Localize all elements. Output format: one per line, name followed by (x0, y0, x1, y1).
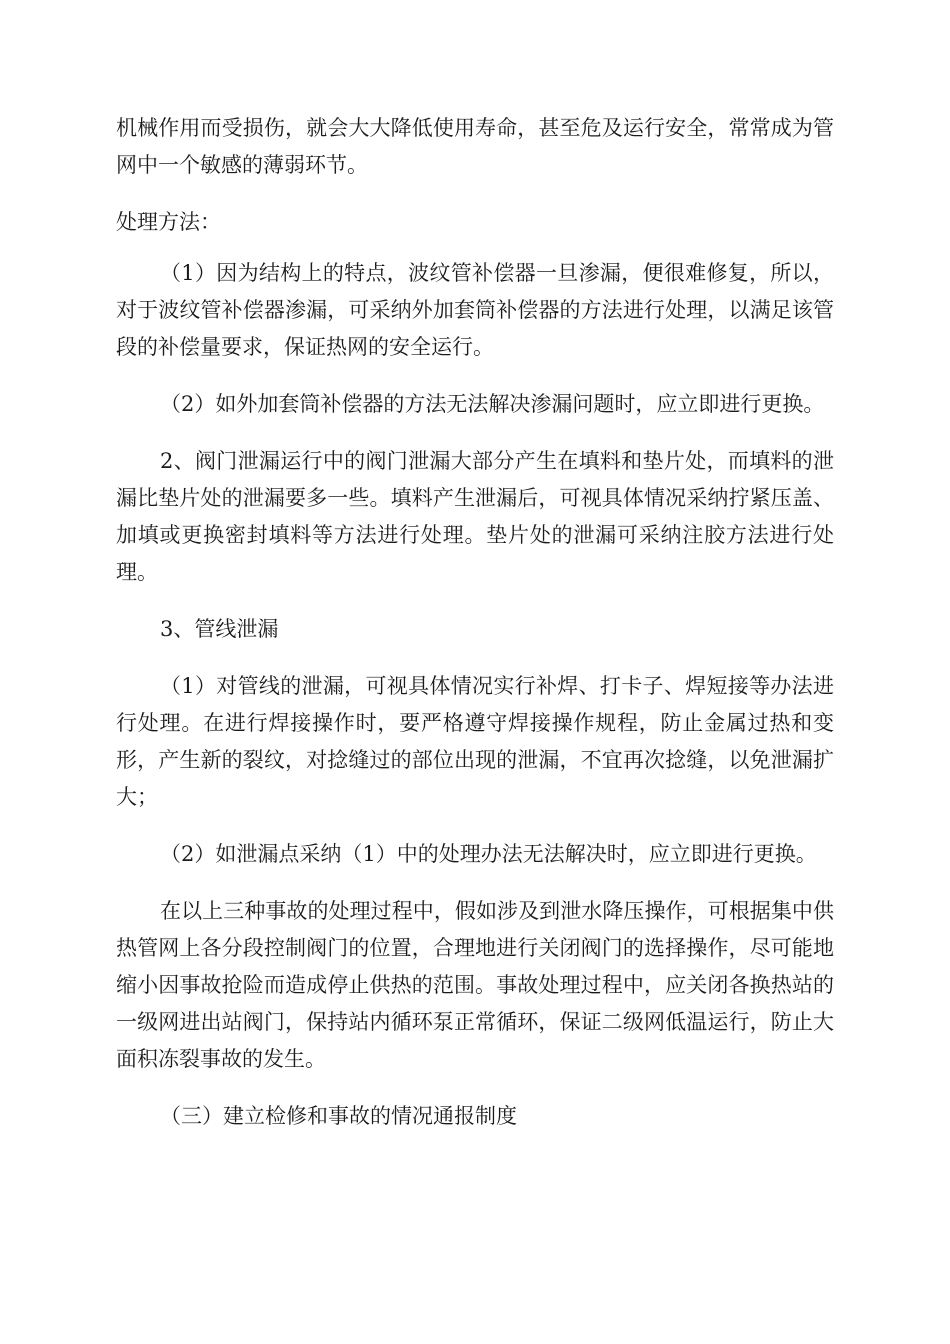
document-body (116, 110, 834, 1155)
paragraph-pipeline-item-2: （2）如泄漏点采纳（1）中的处理办法无法解决时，应立即进行更换。 (160, 842, 817, 866)
paragraph-valve-leak: 2、阀门泄漏运行中的阀门泄漏大部分产生在填料和垫片处，而填料的泄漏比垫片处的泄漏要多一些。填料产生泄漏后，可视具体情况采纳拧紧压盖、加填或更换密封填料等方法进行处理。垫片处的泄漏可采纳注胶方法进行处理。 (116, 449, 834, 584)
paragraph-bellows-item-1: （1）因为结构上的特点，波纹管补偿器一旦渗漏，便很难修复，所以，对于波纹管补偿器渗漏，可采纳外加套筒补偿器的方法进行处理，以满足该管段的补偿量要求，保证热网的安全运行。 (116, 261, 834, 359)
paragraph-pipeline-leak-heading: 3、管线泄漏 (160, 617, 279, 641)
paragraph-bellows-item-2: （2）如外加套筒补偿器的方法无法解决渗漏问题时，应立即进行更换。 (160, 392, 825, 416)
paragraph-summary: 在以上三种事故的处理过程中，假如涉及到泄水降压操作，可根据集中供热管网上各分段控制阀门的位置，合理地进行关闭阀门的选择操作，尽可能地缩小因事故抢险而造成停止供热的范围。事故处理过程中，应关闭各换热站的一级网进出站阀门，保持站内循环泵正常循环，保证二级网低温运行，防止大面积冻裂事故的发生。 (116, 899, 834, 1071)
paragraph-treatment-method-heading: 处理方法： (116, 210, 221, 234)
paragraph-continuation: 机械作用而受损伤，就会大大降低使用寿命，甚至危及运行安全，常常成为管网中一个敏感的薄弱环节。 (116, 116, 834, 177)
paragraph-pipeline-item-1: （1）对管线的泄漏，可视具体情况实行补焊、打卡子、焊短接等办法进行处理。在进行焊接操作时，要严格遵守焊接操作规程，防止金属过热和变形，产生新的裂纹，对捻缝过的部位出现的泄漏，不宜再次捻缝，以免泄漏扩大； (116, 674, 834, 809)
section-heading-reporting-system: （三）建立检修和事故的情况通报制度 (160, 1104, 517, 1128)
